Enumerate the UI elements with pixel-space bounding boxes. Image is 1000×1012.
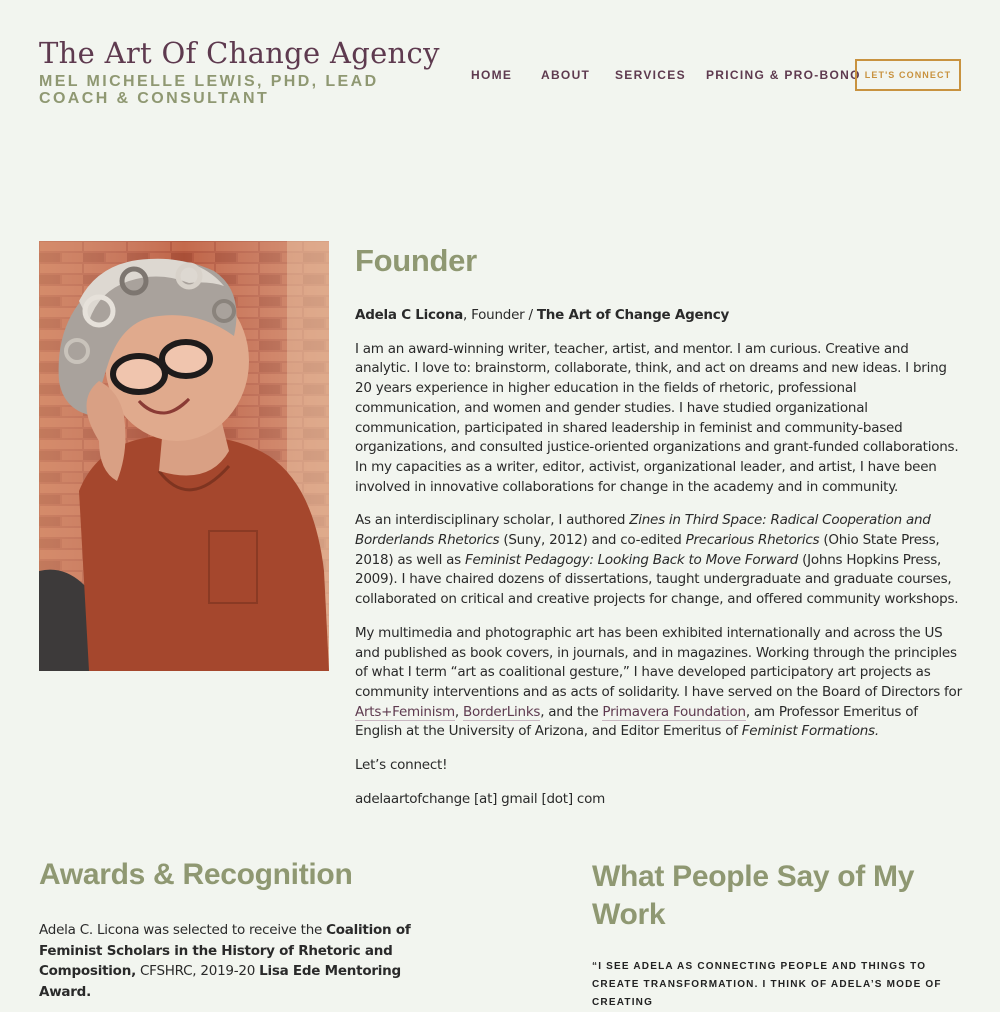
bio-p2-text-e: (Ohio State Press, 2018) as well as bbox=[355, 532, 940, 568]
awards-award-name: Lisa Ede Mentoring Award. bbox=[39, 963, 401, 1001]
site-title[interactable]: The Art Of Change Agency bbox=[39, 36, 440, 70]
awards-text-1: Adela C. Licona was selected to receive the bbox=[39, 922, 327, 938]
nav-services[interactable]: SERVICES bbox=[615, 68, 686, 82]
contact-email: adelaartofchange [at] gmail [dot] com bbox=[355, 790, 605, 807]
book-title-pedagogy: Feminist Pedagogy: Looking Back to Move Forward bbox=[465, 551, 799, 568]
bio-p3-text-d: , am Professor Emeritus of English at the University of Arizona, and Editor Emeritus of bbox=[355, 703, 918, 740]
journal-title: Feminist Formations. bbox=[741, 723, 879, 740]
founder-bio bbox=[355, 306, 965, 823]
site-header bbox=[0, 0, 1000, 130]
book-title-precarious: Precarious Rhetorics bbox=[685, 532, 820, 549]
link-borderlinks[interactable]: BorderLinks bbox=[463, 703, 541, 720]
awards-text bbox=[39, 920, 419, 1003]
testimonial-quote: “I SEE ADELA AS CONNECTING PEOPLE AND THINGS TO CREATE TRANSFORMATION. I THINK OF ADELA’S MODE OF CREATING bbox=[592, 961, 942, 1008]
bio-paragraph-2 bbox=[355, 511, 965, 610]
testimonials-heading: What People Say of My Work bbox=[592, 860, 915, 931]
link-arts-feminism[interactable]: Arts+Feminism bbox=[355, 703, 455, 720]
awards-heading: Awards & Recognition bbox=[39, 858, 353, 891]
nav-home[interactable]: HOME bbox=[471, 68, 513, 82]
founder-name: Adela C Licona bbox=[355, 307, 464, 323]
bio-p3-text-a: My multimedia and photographic art has been exhibited internationally and across the US and published as book covers, in journals, and in magazines. Working through the principles of what I term “art as coalitional gesture,” I have developed participatory art projects as community interventions and as acts of solidarity. I have served on the Board of Directors for bbox=[355, 624, 962, 700]
site-tagline: MEL MICHELLE LEWIS, PHD, LEAD COACH & CONSULTANT bbox=[39, 73, 379, 107]
nav-pricing[interactable]: PRICING & PRO-BONO bbox=[706, 68, 861, 82]
bio-p2-text-g: (Johns Hopkins Press, 2009). I have chaired dozens of dissertations, taught undergraduate and graduate courses, collaborated on critical and creative projects for change, and offered community workshops. bbox=[355, 551, 959, 608]
founder-heading: Founder bbox=[355, 243, 477, 278]
bio-p3-sep-1: , bbox=[454, 703, 463, 720]
founder-org: The Art of Change Agency bbox=[536, 307, 730, 323]
founder-byline bbox=[355, 306, 965, 326]
founder-portrait bbox=[39, 241, 329, 671]
link-primavera-foundation[interactable]: Primavera Foundation bbox=[602, 703, 746, 720]
bio-p2-text-c: (Suny, 2012) and co-edited bbox=[499, 532, 686, 549]
nav-about[interactable]: ABOUT bbox=[541, 68, 591, 82]
bio-p3-sep-2: , and the bbox=[540, 703, 603, 720]
awards-text-2: CFSHRC, 2019-20 bbox=[135, 963, 260, 980]
bio-p2-text-a: As an interdisciplinary scholar, I authored bbox=[355, 512, 630, 529]
book-title-zines: Zines in Third Space: Radical Cooperation and Borderlands Rhetorics bbox=[355, 512, 931, 549]
awards-org: Coalition of Feminist Scholars in the History of Rhetoric and Composition, bbox=[39, 922, 411, 980]
founder-role-sep: , Founder / bbox=[463, 307, 537, 323]
portrait-photo bbox=[39, 241, 329, 671]
bio-paragraph-1: I am an award-winning writer, teacher, artist, and mentor. I am curious. Creative and analytic. I love to: brainstorm, collaborate, think, and act on dreams and new ideas. I bring 20 years experience in higher education in the fields of rhetoric, professional communication, and women and gender studies. I have studied organizational communication, participated in shared leadership in feminist and community-based organizations, and consulted justice-oriented organizations and grant-funded collaborations. In my capacities as a writer, editor, activist, organizational leader, and artist, I have been involved in innovative collaborations for change in the academy and in community. bbox=[355, 340, 959, 495]
bio-paragraph-3 bbox=[355, 624, 965, 742]
lets-connect-button[interactable]: LET'S CONNECT bbox=[855, 59, 961, 91]
lets-connect-text: Let’s connect! bbox=[355, 757, 448, 774]
